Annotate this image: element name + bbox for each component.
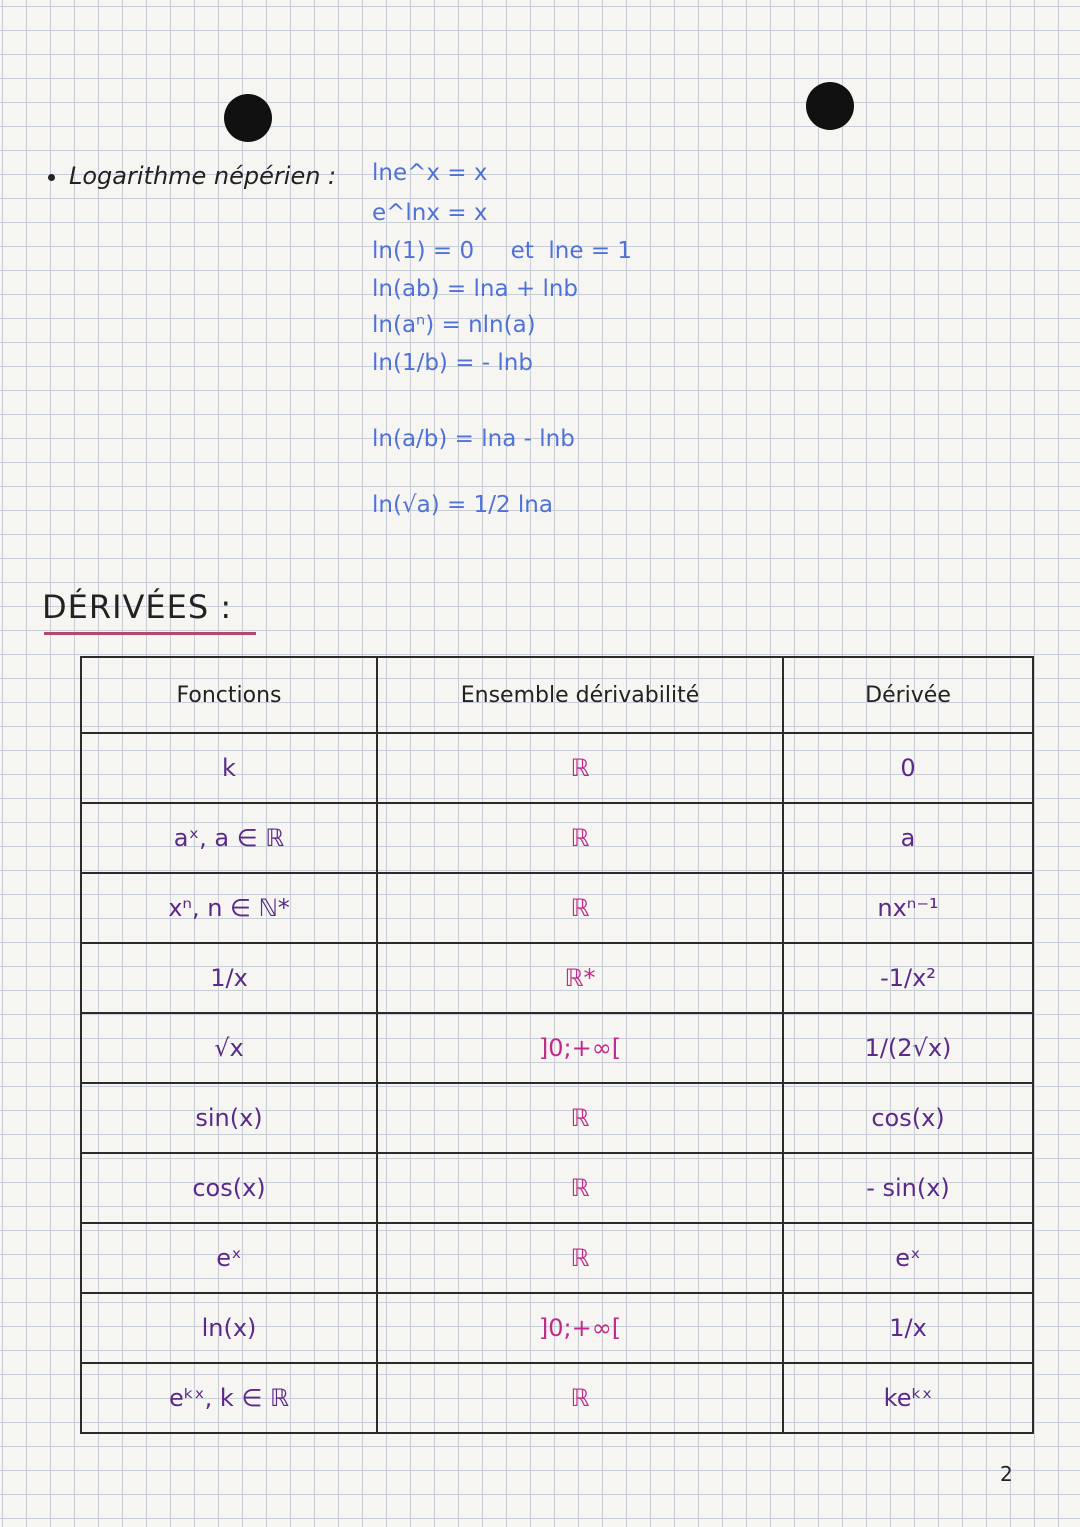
function-cell: √x — [81, 1013, 377, 1083]
derivative-cell: 0 — [783, 733, 1033, 803]
log-formula: ln(a/b) = lna - lnb — [372, 426, 575, 452]
domain-cell: ]0;+∞[ — [377, 1013, 783, 1083]
title-underline — [44, 632, 256, 635]
table-row — [81, 803, 1033, 873]
table-row — [81, 1223, 1033, 1293]
derivative-cell: -1/x² — [783, 943, 1033, 1013]
binder-hole-right — [806, 82, 854, 130]
derivative-cell: a — [783, 803, 1033, 873]
log-formula: ln(aⁿ) = nln(a) — [372, 312, 536, 338]
derivatives-title: DÉRIVÉES : — [42, 588, 233, 626]
domain-cell: ℝ — [377, 733, 783, 803]
derivative-cell: cos(x) — [783, 1083, 1033, 1153]
log-formula: ln(√a) = 1/2 lna — [372, 492, 553, 518]
table-row — [81, 1013, 1033, 1083]
log-formula: ln(ab) = lna + lnb — [372, 276, 579, 302]
derivatives-table — [80, 656, 1034, 1434]
table-row — [81, 733, 1033, 803]
derivative-cell: - sin(x) — [783, 1153, 1033, 1223]
log-formula: ln(1) = 0 et lne = 1 — [372, 238, 633, 264]
table-row — [81, 1083, 1033, 1153]
domain-cell: ℝ — [377, 1363, 783, 1433]
table-row — [81, 873, 1033, 943]
function-cell: eᵏˣ, k ∈ ℝ — [81, 1363, 377, 1433]
function-cell: k — [81, 733, 377, 803]
bullet-icon — [48, 174, 55, 181]
log-formula: e^lnx = x — [372, 200, 488, 226]
function-cell: eˣ — [81, 1223, 377, 1293]
domain-cell: ]0;+∞[ — [377, 1293, 783, 1363]
derivative-cell: nxⁿ⁻¹ — [783, 873, 1033, 943]
domain-cell: ℝ — [377, 803, 783, 873]
log-formula: lne^x = x — [372, 160, 488, 186]
domain-cell: ℝ — [377, 873, 783, 943]
log-section-title: Logarithme népérien : — [69, 162, 337, 190]
domain-cell: ℝ — [377, 1153, 783, 1223]
function-cell: ln(x) — [81, 1293, 377, 1363]
log-formula: ln(1/b) = - lnb — [372, 350, 533, 376]
function-cell: sin(x) — [81, 1083, 377, 1153]
function-cell: xⁿ, n ∈ ℕ* — [81, 873, 377, 943]
domain-cell: ℝ — [377, 1223, 783, 1293]
page-number: 2 — [1000, 1462, 1013, 1486]
log-section-heading — [48, 162, 336, 190]
binder-hole-left — [224, 94, 272, 142]
table-row — [81, 1153, 1033, 1223]
domain-cell: ℝ — [377, 1083, 783, 1153]
table-row — [81, 1293, 1033, 1363]
header-derivative: Dérivée — [783, 657, 1033, 733]
derivative-cell: eˣ — [783, 1223, 1033, 1293]
function-cell: 1/x — [81, 943, 377, 1013]
table-row — [81, 943, 1033, 1013]
derivative-cell: keᵏˣ — [783, 1363, 1033, 1433]
table-header-row — [81, 657, 1033, 733]
derivative-cell: 1/x — [783, 1293, 1033, 1363]
function-cell: cos(x) — [81, 1153, 377, 1223]
domain-cell: ℝ* — [377, 943, 783, 1013]
function-cell: aˣ, a ∈ ℝ — [81, 803, 377, 873]
header-functions: Fonctions — [81, 657, 377, 733]
header-domain: Ensemble dérivabilité — [377, 657, 783, 733]
table-row — [81, 1363, 1033, 1433]
derivative-cell: 1/(2√x) — [783, 1013, 1033, 1083]
